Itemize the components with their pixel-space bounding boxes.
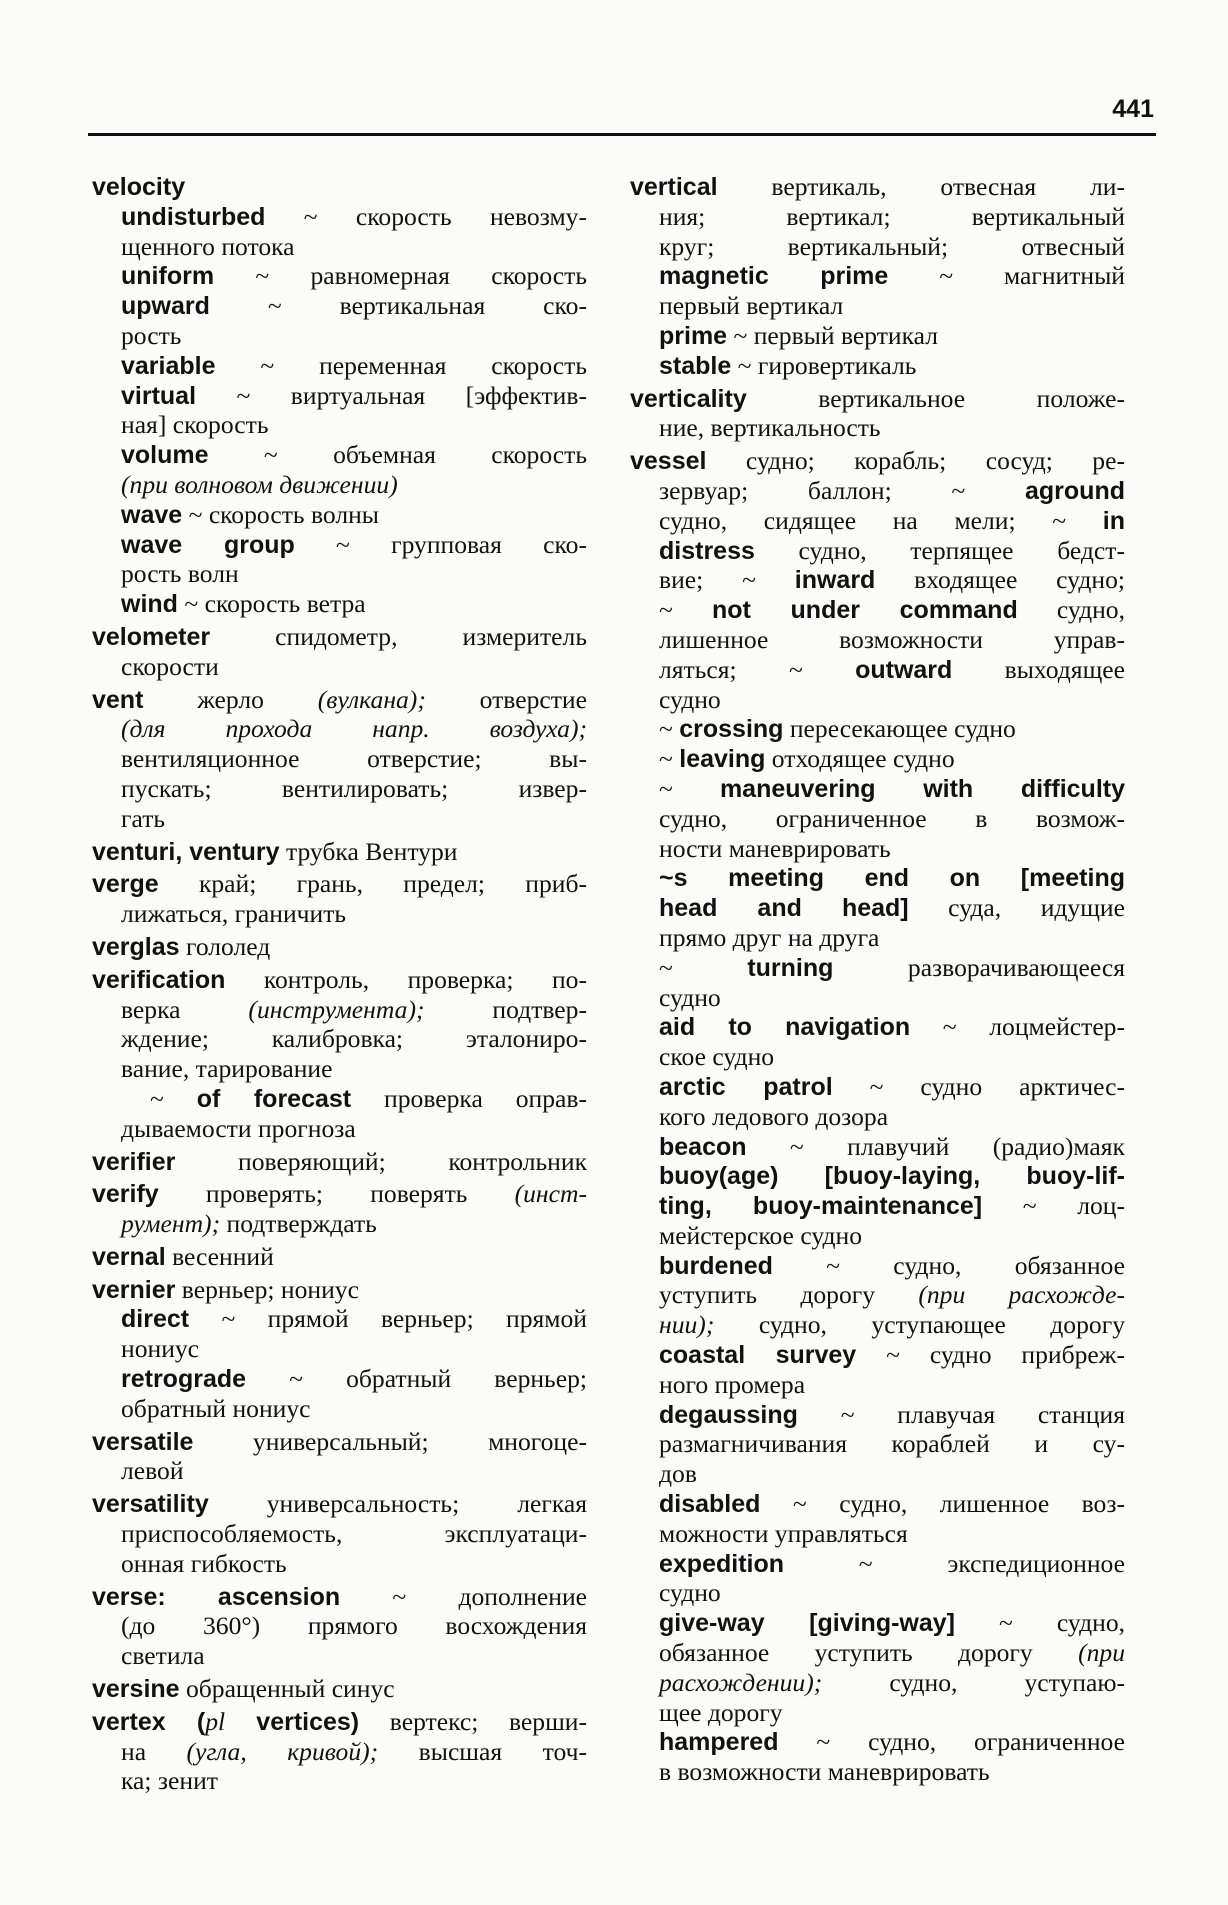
- entry-line: [92, 589, 587, 619]
- italic-note: (вулкана);: [317, 684, 426, 714]
- translation: ждение; калибровка; эталониро-: [121, 1024, 587, 1054]
- entry-line: [630, 202, 1125, 232]
- term: uniform: [121, 262, 215, 291]
- term: vessel: [630, 447, 707, 476]
- term: verge: [92, 870, 159, 899]
- translation: щее дорогу: [659, 1697, 783, 1727]
- translation: (до 360°) прямого восхождения: [121, 1611, 587, 1641]
- entry-line: [630, 774, 1125, 804]
- entry-line: [92, 1394, 587, 1424]
- entry-line: [630, 536, 1125, 566]
- entry-line: [92, 381, 587, 411]
- term: of forecast: [196, 1084, 352, 1113]
- entry-line: [630, 1638, 1125, 1668]
- entry-line: [92, 1209, 587, 1239]
- translation: судно, ограниченное в возмож-: [659, 803, 1125, 833]
- translation: универсальный; многоце-: [193, 1426, 587, 1456]
- headword-line: [92, 172, 587, 202]
- term: prime: [659, 321, 728, 350]
- translation: левой: [121, 1456, 184, 1486]
- headword-line: [92, 1179, 587, 1209]
- entry-line: [630, 261, 1125, 291]
- entry-line: [92, 1114, 587, 1144]
- entry-line: [630, 1370, 1125, 1400]
- term: wind: [121, 590, 178, 619]
- translation: спидометр, измеритель: [210, 621, 587, 651]
- term: variable: [121, 351, 216, 380]
- left-column: [92, 172, 587, 1796]
- translation: ~ судно прибреж-: [856, 1340, 1125, 1370]
- entry-line: [630, 1132, 1125, 1162]
- translation: первый вертикал: [659, 291, 844, 321]
- translation: в возможности маневрировать: [659, 1757, 990, 1787]
- translation: приспособляемость, эксплуатаци-: [121, 1519, 587, 1549]
- entry-line: [630, 1221, 1125, 1251]
- entry-line: [630, 232, 1125, 262]
- entry-line: [92, 744, 587, 774]
- term: buoy(age) [buoy-laying, buoy-lif-: [659, 1162, 1125, 1191]
- headword-line: [92, 1707, 587, 1737]
- italic-note: (инст-: [514, 1179, 587, 1209]
- headword-line: [92, 685, 587, 715]
- translation: ~ лоц-: [982, 1191, 1125, 1221]
- translation: край; грань, предел; приб-: [158, 869, 587, 899]
- translation: судно: [659, 1578, 721, 1608]
- translation: проверять; поверять: [158, 1179, 515, 1209]
- entry-line: [92, 774, 587, 804]
- translation: высшая точ-: [378, 1736, 587, 1766]
- italic-note: (при: [1078, 1638, 1125, 1668]
- translation: входящее судно;: [875, 565, 1125, 595]
- entry-line: [92, 1737, 587, 1767]
- translation: вентиляционное отверстие; вы-: [121, 744, 587, 774]
- term: crossing: [679, 715, 784, 744]
- translation: ного промера: [659, 1369, 806, 1399]
- translation: судно, уступаю-: [822, 1667, 1125, 1697]
- header-rule: [88, 133, 1156, 136]
- translation: ~ судно, обязанное: [772, 1250, 1125, 1280]
- term: burdened: [659, 1251, 773, 1280]
- translation: ка; зенит: [121, 1766, 218, 1796]
- translation: лишенное возможности управ-: [659, 624, 1125, 654]
- headword-line: [92, 622, 587, 652]
- entry-line: [92, 1084, 587, 1114]
- translation: обратный нониус: [121, 1393, 311, 1423]
- entry-line: [92, 202, 587, 232]
- entry-line: [630, 714, 1125, 744]
- term: maneuvering with difficulty: [719, 774, 1125, 803]
- translation: ~ плавучая станция: [797, 1399, 1125, 1429]
- entry-line: [630, 1280, 1125, 1310]
- entry-line: [630, 506, 1125, 536]
- term: versatile: [92, 1427, 194, 1456]
- translation: размагничивания кораблей и су-: [659, 1429, 1125, 1459]
- italic-note: (для прохода напр. воздуха);: [121, 714, 587, 744]
- term: in: [1102, 506, 1125, 535]
- translation: пересекающее судно: [783, 714, 1016, 744]
- term: disabled: [659, 1490, 761, 1519]
- term: expedition: [659, 1549, 785, 1578]
- entry-line: [92, 1304, 587, 1334]
- term: verticality: [630, 384, 747, 413]
- term: versine: [92, 1675, 180, 1704]
- entry-line: [92, 1766, 587, 1796]
- term: leaving: [679, 745, 766, 774]
- translation: ности маневрировать: [659, 833, 891, 863]
- term: verification: [92, 965, 226, 994]
- translation: онная гибкость: [121, 1548, 287, 1578]
- term: arctic patrol: [659, 1072, 833, 1101]
- translation: [166, 1582, 218, 1611]
- translation: обязанное уступить дорогу: [659, 1638, 1079, 1668]
- translation: ~: [150, 1083, 197, 1113]
- term: vertices): [225, 1707, 360, 1736]
- translation: зервуар; баллон; ~: [659, 475, 1025, 505]
- term: retrograde: [121, 1365, 247, 1394]
- entry-line: [630, 413, 1125, 443]
- translation: ние, вертикальность: [659, 413, 881, 443]
- translation: ~ судно арктичес-: [832, 1071, 1125, 1101]
- translation: верньер; нониус: [175, 1274, 359, 1304]
- translation: весенний: [165, 1241, 274, 1271]
- translation: ния; вертикал; вертикальный: [659, 201, 1125, 231]
- translation: мейстерское судно: [659, 1220, 863, 1250]
- entry-line: [630, 595, 1125, 625]
- translation: ~ судно, ограниченное: [778, 1727, 1125, 1757]
- entry-line: [92, 232, 587, 262]
- translation: ~ экспедиционное: [784, 1548, 1125, 1578]
- entry-line: [630, 625, 1125, 655]
- translation: вание, тарирование: [121, 1054, 333, 1084]
- term: ting, buoy-maintenance]: [659, 1192, 983, 1221]
- term: degaussing: [659, 1400, 798, 1429]
- translation: светила: [121, 1641, 205, 1671]
- translation: прямо друг на друга: [659, 922, 880, 952]
- translation: кого ледового дозора: [659, 1101, 889, 1131]
- term: vent: [92, 685, 144, 714]
- translation: дываемости прогноза: [121, 1113, 356, 1143]
- term: verglas: [92, 932, 180, 961]
- entry-line: [92, 440, 587, 470]
- entry-line: [630, 1459, 1125, 1489]
- entry-line: [92, 291, 587, 321]
- translation: уступить дорогу: [659, 1280, 919, 1310]
- entry-line: [630, 1042, 1125, 1072]
- entry-line: [630, 863, 1125, 893]
- italic-note: pl: [205, 1706, 226, 1736]
- entry-line: [92, 470, 587, 500]
- entry-line: [630, 1519, 1125, 1549]
- entry-line: [92, 1024, 587, 1054]
- entry-line: [630, 1012, 1125, 1042]
- headword-line: [630, 384, 1125, 414]
- translation: ~ групповая ско-: [294, 529, 587, 559]
- entry-line: [92, 1334, 587, 1364]
- entry-line: [630, 476, 1125, 506]
- entry-line: [630, 1072, 1125, 1102]
- term: inward: [794, 566, 876, 595]
- entry-line: [92, 261, 587, 291]
- term: outward: [855, 655, 953, 684]
- entry-line: [92, 559, 587, 589]
- headword-line: [92, 837, 587, 867]
- translation: судно: [659, 982, 721, 1012]
- italic-note: нии);: [659, 1310, 715, 1340]
- translation: рость волн: [121, 559, 239, 589]
- translation: пускать; вентилировать; извер-: [121, 773, 587, 803]
- translation: выходящее: [952, 654, 1125, 684]
- term: verse:: [92, 1582, 166, 1611]
- entry-line: [630, 1400, 1125, 1430]
- translation: судно: [659, 684, 721, 714]
- translation: поверяющий; контрольник: [175, 1146, 587, 1176]
- translation: ~: [659, 595, 712, 625]
- term: coastal survey: [659, 1341, 857, 1370]
- entry-line: [92, 1549, 587, 1579]
- term: verifier: [92, 1147, 176, 1176]
- entry-line: [92, 1456, 587, 1486]
- translation: подтверждать: [220, 1209, 377, 1239]
- headword-line: [92, 1674, 587, 1704]
- translation: обращенный синус: [179, 1674, 395, 1704]
- translation: нониус: [121, 1334, 200, 1364]
- term: ~s meeting end on [meeting: [659, 864, 1125, 893]
- entry-line: [630, 834, 1125, 864]
- entry-line: [92, 995, 587, 1025]
- translation: разворачивающееся: [833, 952, 1125, 982]
- term: vertical: [630, 173, 718, 201]
- translation: ~ плавучий (радио)маяк: [746, 1131, 1125, 1161]
- translation: дов: [659, 1459, 697, 1489]
- translation: ~: [659, 714, 680, 744]
- entry-line: [630, 983, 1125, 1013]
- entry-line: [630, 1340, 1125, 1370]
- entry-line: [630, 655, 1125, 685]
- translation: проверка оправ-: [351, 1083, 587, 1113]
- italic-note: (при расхожде-: [918, 1280, 1125, 1310]
- headword-line: [92, 965, 587, 995]
- italic-note: расхождении);: [659, 1667, 823, 1697]
- entry-line: [630, 744, 1125, 774]
- term: venturi, ventury: [92, 837, 280, 866]
- translation: ~ прямой верньер; прямой: [189, 1304, 587, 1334]
- entry-line: [630, 1429, 1125, 1459]
- translation: ~ судно, лишенное воз-: [760, 1489, 1125, 1519]
- entry-line: [92, 530, 587, 560]
- translation: ляться; ~: [659, 654, 856, 684]
- entry-line: [92, 410, 587, 440]
- translation: ское судно: [659, 1042, 775, 1072]
- translation: судно; корабль; сосуд; ре-: [706, 446, 1125, 476]
- italic-note: (инструмента);: [248, 994, 425, 1024]
- entry-line: [92, 1364, 587, 1394]
- entry-line: [92, 652, 587, 682]
- translation: вие; ~: [659, 565, 795, 595]
- entry-line: [630, 291, 1125, 321]
- entry-line: [630, 1578, 1125, 1608]
- translation: рость: [121, 320, 182, 350]
- term: not under command: [711, 596, 1018, 625]
- translation: универсальность; легкая: [208, 1489, 587, 1519]
- translation: ~ объемная скорость: [208, 440, 587, 470]
- term: give-way [giving-way]: [659, 1609, 956, 1638]
- term: ascension: [217, 1582, 341, 1611]
- translation: судно, уступающее дорогу: [714, 1310, 1125, 1340]
- entry-line: [92, 1611, 587, 1641]
- translation: вертекс; верши-: [359, 1706, 587, 1736]
- translation: ~ виртуальная [эффектив-: [196, 380, 587, 410]
- translation: ~ обратный верньер;: [246, 1364, 587, 1394]
- translation: судно, сидящее на мели; ~: [659, 505, 1103, 535]
- term: beacon: [659, 1132, 747, 1161]
- headword-line: [92, 869, 587, 899]
- entry-line: [630, 804, 1125, 834]
- translation: суда, идущие: [908, 893, 1125, 923]
- headword-line: [92, 1427, 587, 1457]
- headword-line: [92, 1147, 587, 1177]
- translation: щенного потока: [121, 231, 295, 261]
- entry-line: [630, 351, 1125, 381]
- entry-line: [630, 565, 1125, 595]
- entry-line: [92, 804, 587, 834]
- term: direct: [121, 1305, 190, 1334]
- entry-line: [92, 714, 587, 744]
- translation: ~ дополнение: [340, 1581, 587, 1611]
- translation: отходящее судно: [765, 744, 955, 774]
- translation: вертикальное положе-: [746, 383, 1125, 413]
- term: vertex (: [92, 1707, 206, 1736]
- term: aground: [1025, 476, 1125, 505]
- entry-line: [630, 1102, 1125, 1132]
- entry-line: [92, 1519, 587, 1549]
- italic-note: (угла, кривой);: [186, 1736, 379, 1766]
- term: virtual: [121, 381, 197, 410]
- entry-line: [630, 1727, 1125, 1757]
- translation: ~ скорость волны: [182, 499, 379, 529]
- translation: судно,: [1017, 595, 1125, 625]
- translation: можности управляться: [659, 1518, 908, 1548]
- translation: ~ скорость невозму-: [265, 201, 587, 231]
- translation: ~ переменная скорость: [215, 350, 587, 380]
- term: versatility: [92, 1490, 209, 1519]
- entry-line: [92, 1054, 587, 1084]
- translation: ~ гировертикаль: [731, 350, 917, 380]
- entry-line: [92, 500, 587, 530]
- term: head and head]: [659, 894, 909, 923]
- translation: трубка Вентури: [279, 836, 458, 866]
- translation: ~ равномерная скорость: [214, 261, 587, 291]
- translation: ~ магнитный: [888, 261, 1125, 291]
- translation: ~ скорость ветра: [177, 589, 366, 619]
- translation: ~ первый вертикал: [727, 320, 939, 350]
- entry-line: [630, 1549, 1125, 1579]
- right-column: [630, 172, 1125, 1787]
- entry-line: [92, 321, 587, 351]
- term: upward: [121, 292, 210, 321]
- term: distress: [659, 536, 755, 565]
- entry-line: [630, 923, 1125, 953]
- entry-line: [630, 1251, 1125, 1281]
- translation: круг; вертикальный; отвесный: [659, 231, 1125, 261]
- headword-line: [630, 446, 1125, 476]
- translation: ~: [659, 744, 680, 774]
- translation: на: [121, 1736, 187, 1766]
- term: magnetic prime: [659, 262, 889, 291]
- term: velocity: [92, 173, 186, 201]
- term: undisturbed: [121, 202, 266, 231]
- entry-line: [630, 893, 1125, 923]
- term: aid to navigation: [659, 1013, 911, 1042]
- entry-line: [630, 1191, 1125, 1221]
- entry-line: [92, 1641, 587, 1671]
- entry-line: [92, 899, 587, 929]
- term: verify: [92, 1180, 159, 1209]
- translation: ная] скорость: [121, 410, 269, 440]
- term: volume: [121, 441, 209, 470]
- translation: контроль, проверка; по-: [225, 964, 587, 994]
- translation: верка: [121, 994, 249, 1024]
- entry-line: [92, 351, 587, 381]
- translation: подтвер-: [424, 994, 587, 1024]
- headword-line: [92, 1489, 587, 1519]
- headword-line: [92, 1242, 587, 1272]
- translation: отверстие: [425, 684, 587, 714]
- entry-line: [630, 1489, 1125, 1519]
- translation: лижаться, граничить: [121, 899, 347, 929]
- translation: гать: [121, 803, 166, 833]
- entry-line: [630, 1310, 1125, 1340]
- headword-line: [92, 932, 587, 962]
- headword-line: [92, 1582, 587, 1612]
- term: vernal: [92, 1242, 166, 1271]
- translation: ~: [659, 773, 720, 803]
- term: stable: [659, 351, 732, 380]
- translation: ~ вертикальная ско-: [209, 291, 587, 321]
- entry-line: [630, 1698, 1125, 1728]
- entry-line: [630, 1757, 1125, 1787]
- term: velometer: [92, 622, 211, 651]
- term: hampered: [659, 1728, 779, 1757]
- term: vernier: [92, 1275, 176, 1304]
- entry-line: [630, 1161, 1125, 1191]
- headword-line: [630, 172, 1125, 202]
- italic-note: (при волновом движении): [121, 469, 398, 499]
- page-number: 441: [1112, 95, 1154, 123]
- entry-line: [630, 685, 1125, 715]
- entry-line: [630, 1608, 1125, 1638]
- translation: ~ лоцмейстер-: [910, 1012, 1125, 1042]
- term: wave group: [121, 530, 295, 559]
- entry-line: [630, 1668, 1125, 1698]
- term: wave: [121, 500, 183, 529]
- entry-line: [630, 953, 1125, 983]
- term: turning: [747, 953, 834, 982]
- entry-line: [630, 321, 1125, 351]
- headword-line: [92, 1275, 587, 1305]
- italic-note: румент);: [121, 1209, 221, 1239]
- translation: ~ судно,: [955, 1608, 1125, 1638]
- translation: скорости: [121, 651, 219, 681]
- translation: ~: [659, 952, 748, 982]
- translation: гололед: [179, 931, 271, 961]
- translation: вертикаль, отвесная ли-: [717, 172, 1125, 201]
- translation: судно, терпящее бедст-: [754, 535, 1125, 565]
- translation: жерло: [143, 684, 318, 714]
